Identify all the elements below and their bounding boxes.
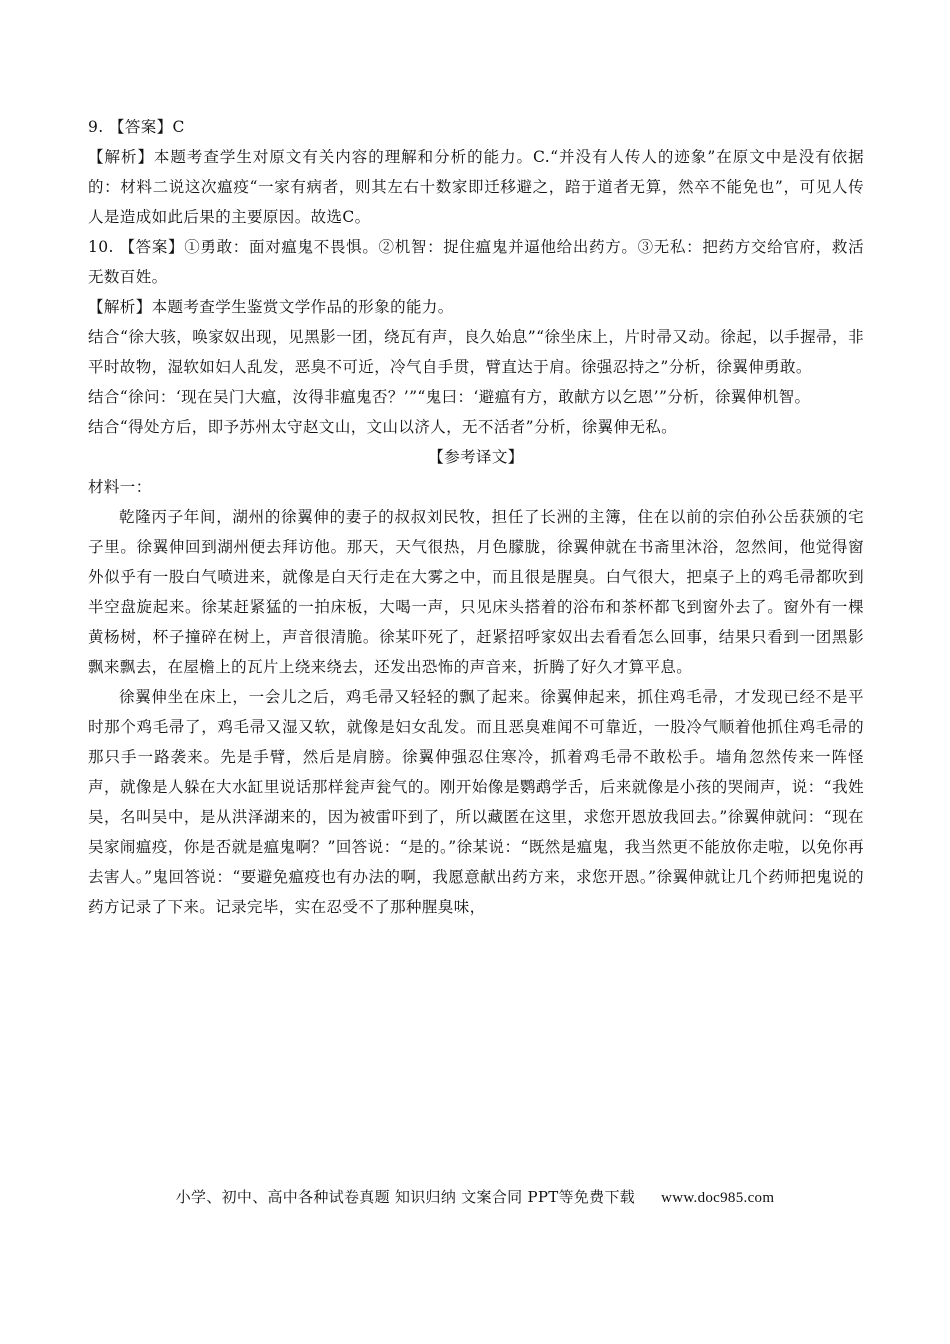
translation-paragraph-1: 乾隆丙子年间，湖州的徐翼伸的妻子的叔叔刘民牧，担任了长洲的主簿，住在以前的宗伯孙公岳获颁的宅子里。徐翼伸回到湖州便去拜访他。那天，天气很热，月色朦胧，徐翼伸就在书斋里沐浴，忽然间，他觉得窗外似乎有一股白气喷进来，就像是白天行走在大雾之中，而且很是腥臭。白气很大，把桌子上的鸡毛帚都吹到半空盘旋起来。徐某赶紧猛的一拍床板，大喝一声，只见床头搭着的浴布和茶杯都飞到窗外去了。窗外有一棵黄杨树，杯子撞碎在树上，声音很清脆。徐某吓死了，赶紧招呼家奴出去看看怎么回事，结果只看到一团黑影飘来飘去，在屋檐上的瓦片上绕来绕去，还发出恐怖的声音来，折腾了好久才算平息。	[88, 508, 864, 676]
q10-answer: 10. 【答案】①勇敢：面对瘟鬼不畏惧。②机智：捉住瘟鬼并逼他给出药方。③无私：把药方交给官府，救活无数百姓。	[88, 238, 864, 286]
footer-url: www.doc985.com	[661, 1190, 775, 1206]
q9-answer: 9. 【答案】C	[88, 118, 185, 136]
q10-point-brave: 结合“徐大骇，唤家奴出现，见黑影一团，绕瓦有声，良久始息”“徐坐床上，片时帚又动。徐起，以手握帚，非平时故物，湿软如妇人乱发，恶臭不可近，冷气自手贯，臂直达于肩。徐强忍持之”分析，徐翼伸勇敢。	[88, 328, 864, 376]
footer-text: 小学、初中、高中各种试卷真题 知识归纳 文案合同 PPT等免费下载	[175, 1188, 636, 1206]
q10-point-selfless: 结合“得处方后，即予苏州太守赵文山，文山以济人，无不活者”分析，徐翼伸无私。	[88, 418, 678, 436]
document-body	[88, 112, 864, 922]
translation-heading: 【参考译文】	[428, 448, 524, 466]
material-label: 材料一：	[88, 478, 152, 496]
translation-paragraph-2: 徐翼伸坐在床上，一会儿之后，鸡毛帚又轻轻的飘了起来。徐翼伸起来，抓住鸡毛帚，才发现已经不是平时那个鸡毛帚了，鸡毛帚又湿又软，就像是妇女乱发。而且恶臭难闻不可靠近，一股冷气顺着他抓住鸡毛帚的那只手一路袭来。先是手臂，然后是肩膀。徐翼伸强忍住寒冷，抓着鸡毛帚不敢松手。墙角忽然传来一阵怪声，就像是人躲在大水缸里说话那样瓮声瓮气的。刚开始像是鹦鹉学舌，后来就像是小孩的哭闹声，说：“我姓吴，名叫吴中，是从洪泽湖来的，因为被雷吓到了，所以藏匿在这里，求您开恩放我回去。”徐翼伸就问：“现在吴家闹瘟疫，你是否就是瘟鬼啊？”回答说：“是的。”徐某说：“既然是瘟鬼，我当然更不能放你走啦，以免你再去害人。”鬼回答说：“要避免瘟疫也有办法的啊，我愿意献出药方来，求您开恩。”徐翼伸就让几个药师把鬼说的药方记录了下来。记录完毕，实在忍受不了那种腥臭味，	[88, 688, 864, 916]
q10-analysis: 【解析】本题考查学生鉴赏文学作品的形象的能力。	[88, 298, 454, 316]
q10-point-clever: 结合“徐问：‘现在吴门大瘟，汝得非瘟鬼否？’”“鬼曰：‘避瘟有方，敢献方以乞恩’”分析，徐翼伸机智。	[88, 388, 811, 406]
page-footer	[0, 1186, 950, 1207]
q9-analysis: 【解析】本题考查学生对原文有关内容的理解和分析的能力。C.“并没有人传人的迹象”在原文中是没有依据的：材料二说这次瘟疫“一家有病者，则其左右十数家即迁移避之，踣于道者无算，然卒不能免也”，可见人传人是造成如此后果的主要原因。故选C。	[88, 148, 864, 226]
